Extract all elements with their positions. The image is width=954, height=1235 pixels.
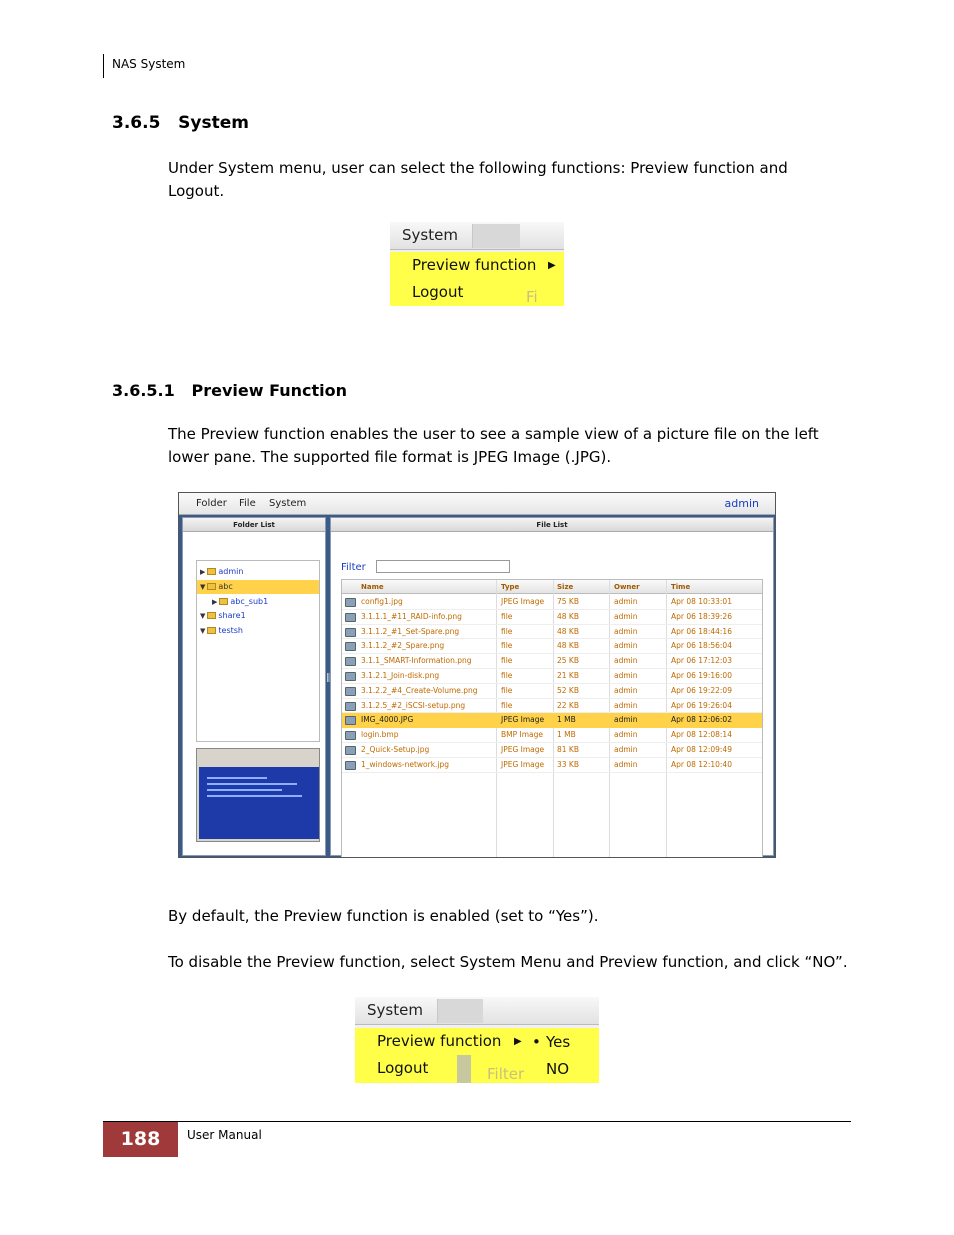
table-cell: JPEG Image: [501, 759, 545, 769]
column-name[interactable]: Name: [361, 583, 384, 591]
menu-item-preview-function[interactable]: Preview function: [412, 256, 537, 274]
folder-item[interactable]: [197, 580, 319, 594]
table-row[interactable]: [342, 595, 762, 610]
system-menu-submenu-figure: [355, 997, 599, 1083]
preview-line: [207, 777, 267, 779]
table-row[interactable]: [342, 699, 762, 714]
file-icon: [345, 731, 356, 740]
table-cell: Apr 08 12:09:49: [671, 745, 732, 754]
folder-tree: [196, 560, 320, 742]
folder-icon: [219, 598, 228, 605]
table-cell: login.bmp: [361, 730, 399, 740]
footer-rule: [103, 1121, 851, 1122]
table-cell: Apr 06 17:12:03: [671, 656, 732, 666]
menu-tab-shade: [437, 999, 483, 1023]
file-icon: [345, 761, 356, 770]
table-cell: 25 KB: [557, 656, 579, 666]
system-menu-title[interactable]: System: [402, 226, 458, 244]
table-row[interactable]: [342, 625, 762, 640]
table-cell: admin: [614, 745, 638, 754]
system-menu-figure: [390, 222, 564, 306]
folder-list-pane: [182, 517, 326, 856]
table-cell: 2_Quick-Setup.jpg: [361, 745, 430, 754]
table-cell: admin: [614, 685, 638, 695]
table-cell: file: [501, 611, 513, 621]
table-cell: Apr 06 19:26:04: [671, 700, 732, 710]
table-cell: Apr 06 18:44:16: [671, 626, 732, 636]
folder-label: abc: [218, 581, 233, 591]
submenu-arrow-icon: ▶: [514, 1036, 522, 1047]
file-icon: [345, 746, 356, 755]
footer-title: User Manual: [187, 1128, 262, 1142]
table-cell: Apr 08 12:10:40: [671, 759, 732, 769]
menu-item-logout[interactable]: Logout: [377, 1059, 429, 1077]
table-cell: Apr 06 19:16:00: [671, 671, 732, 680]
background-ghost: [457, 1055, 471, 1083]
menu-file[interactable]: File: [239, 498, 256, 509]
file-manager-screenshot: [178, 492, 776, 858]
table-cell: Apr 08 12:08:14: [671, 730, 732, 740]
table-cell: 33 KB: [557, 759, 579, 769]
table-row[interactable]: [342, 684, 762, 699]
table-cell: admin: [614, 656, 638, 666]
file-icon: [345, 598, 356, 607]
table-cell: 48 KB: [557, 641, 579, 651]
menu-folder[interactable]: Folder: [196, 498, 227, 509]
page-number: 188: [103, 1122, 178, 1157]
file-icon: [345, 628, 356, 637]
table-cell: admin: [614, 700, 638, 710]
table-cell: 3.1.1.2_#1_Set-Spare.png: [361, 626, 460, 636]
folder-icon: [207, 612, 216, 619]
column-time[interactable]: Time: [671, 583, 691, 591]
file-list-title: File List: [331, 518, 773, 532]
table-cell: admin: [614, 671, 638, 680]
table-cell: 3.1.2.1_Join-disk.png: [361, 671, 440, 680]
table-cell: Apr 08 12:06:02: [671, 715, 732, 725]
table-cell: IMG_4000.JPG: [361, 715, 414, 725]
column-owner[interactable]: Owner: [614, 583, 640, 591]
table-row[interactable]: [342, 743, 762, 758]
table-cell: file: [501, 685, 513, 695]
preview-line: [207, 783, 297, 785]
folder-label: testsh: [218, 626, 243, 636]
table-cell: file: [501, 700, 513, 710]
folder-item[interactable]: [197, 624, 319, 638]
table-row[interactable]: [342, 669, 762, 684]
table-cell: 3.1.1.1_#11_RAID-info.png: [361, 611, 462, 621]
folder-label: share1: [218, 611, 246, 621]
table-cell: 1_windows-network.jpg: [361, 759, 450, 769]
column-type[interactable]: Type: [501, 583, 520, 591]
folder-label: admin: [218, 567, 244, 576]
menu-system[interactable]: System: [269, 498, 307, 509]
table-cell: 3.1.2.2_#4_Create-Volume.png: [361, 685, 478, 695]
folder-item[interactable]: [197, 595, 319, 609]
collapsed-arrow-icon[interactable]: ▶: [200, 568, 206, 576]
expanded-arrow-icon[interactable]: ▼: [200, 627, 206, 636]
expanded-arrow-icon[interactable]: ▼: [200, 612, 206, 621]
table-cell: 3.1.1.2_#2_Spare.png: [361, 641, 445, 651]
splitter-handle[interactable]: ‖: [326, 673, 331, 683]
submenu-arrow-icon: ▶: [548, 260, 556, 271]
table-cell: file: [501, 671, 513, 680]
file-icon: [345, 657, 356, 666]
background-ghost-text: Filter: [487, 1065, 525, 1083]
preview-image: [199, 767, 319, 839]
table-cell: admin: [614, 611, 638, 621]
table-cell: 81 KB: [557, 745, 579, 754]
filter-label: Filter: [341, 562, 366, 573]
table-cell: 1 MB: [557, 730, 576, 740]
table-cell: 48 KB: [557, 626, 579, 636]
table-row[interactable]: [342, 728, 762, 743]
background-ghost-text: Fi: [526, 288, 538, 306]
table-cell: 21 KB: [557, 671, 579, 680]
table-cell: JPEG Image: [501, 745, 545, 754]
folder-item[interactable]: [197, 609, 319, 623]
default-note: By default, the Preview function is enabled (set to “Yes”).: [168, 907, 599, 925]
file-icon: [345, 702, 356, 711]
column-size[interactable]: Size: [557, 583, 574, 591]
folder-icon: [207, 568, 216, 575]
folder-icon: [207, 583, 216, 590]
table-cell: admin: [614, 715, 638, 725]
table-header: [342, 580, 762, 594]
file-list-pane: [330, 517, 774, 856]
preview-line: [207, 789, 282, 791]
table-row[interactable]: [342, 758, 762, 773]
table-cell: 75 KB: [557, 597, 579, 606]
table-cell: Apr 06 18:39:26: [671, 611, 732, 621]
table-row[interactable]: [342, 610, 762, 625]
table-cell: 3.1.2.5_#2_iSCSI-setup.png: [361, 700, 466, 710]
table-cell: admin: [614, 626, 638, 636]
preview-line: [207, 795, 302, 797]
table-row[interactable]: [342, 713, 762, 728]
table-row[interactable]: [342, 639, 762, 654]
table-cell: 48 KB: [557, 611, 579, 621]
table-cell: file: [501, 656, 513, 666]
file-table: [341, 579, 763, 858]
table-cell: config1.jpg: [361, 597, 403, 606]
table-cell: Apr 08 10:33:01: [671, 597, 732, 606]
folder-icon: [207, 627, 216, 634]
table-cell: 52 KB: [557, 685, 579, 695]
file-icon: [345, 687, 356, 696]
filter-input[interactable]: [376, 560, 510, 573]
preview-thumbnail: [196, 748, 320, 842]
table-cell: admin: [614, 641, 638, 651]
table-cell: 22 KB: [557, 700, 579, 710]
user-name: admin: [724, 497, 759, 510]
file-icon: [345, 642, 356, 651]
file-icon: [345, 613, 356, 622]
submenu-item-yes[interactable]: Yes: [546, 1033, 571, 1051]
expanded-arrow-icon[interactable]: ▼: [200, 582, 206, 591]
subsection-heading: 3.6.5.1 Preview Function: [112, 381, 347, 400]
running-header: NAS System: [103, 54, 185, 78]
table-cell: file: [501, 626, 513, 636]
folder-label: abc_sub1: [230, 596, 269, 606]
submenu-item-no[interactable]: NO: [546, 1060, 570, 1078]
table-cell: BMP Image: [501, 730, 544, 740]
table-cell: Apr 06 19:22:09: [671, 685, 732, 695]
table-cell: JPEG Image: [501, 715, 545, 725]
menu-tab-shade: [472, 224, 520, 248]
selected-bullet: •: [532, 1033, 541, 1051]
file-icon: [345, 716, 356, 725]
section-heading: 3.6.5 System: [112, 113, 249, 133]
menu-item-logout[interactable]: Logout: [412, 283, 464, 301]
table-cell: admin: [614, 730, 638, 740]
subsection-description: The Preview function enables the user to see a sample view of a picture file on the left lower pane. The supported file format is JPEG Image (.JPG).: [168, 425, 819, 466]
system-menu-title[interactable]: System: [367, 1001, 423, 1019]
menu-item-preview-function[interactable]: Preview function: [377, 1032, 502, 1050]
table-cell: admin: [614, 759, 638, 769]
folder-item[interactable]: [197, 565, 319, 579]
folder-list-title: Folder List: [183, 518, 325, 532]
file-icon: [345, 672, 356, 681]
section-intro: Under System menu, user can select the following functions: Preview function and Logout.: [168, 159, 788, 200]
table-cell: 3.1.1_SMART-Information.png: [361, 656, 472, 666]
top-menu-bar: [179, 493, 775, 515]
table-cell: 1 MB: [557, 715, 576, 725]
disable-note: To disable the Preview function, select System Menu and Preview function, and click “NO”.: [168, 953, 848, 971]
table-cell: Apr 06 18:56:04: [671, 641, 732, 651]
table-cell: JPEG Image: [501, 597, 545, 606]
collapsed-arrow-icon[interactable]: ▶: [212, 597, 218, 606]
table-cell: admin: [614, 597, 638, 606]
table-cell: file: [501, 641, 513, 651]
table-row[interactable]: [342, 654, 762, 669]
